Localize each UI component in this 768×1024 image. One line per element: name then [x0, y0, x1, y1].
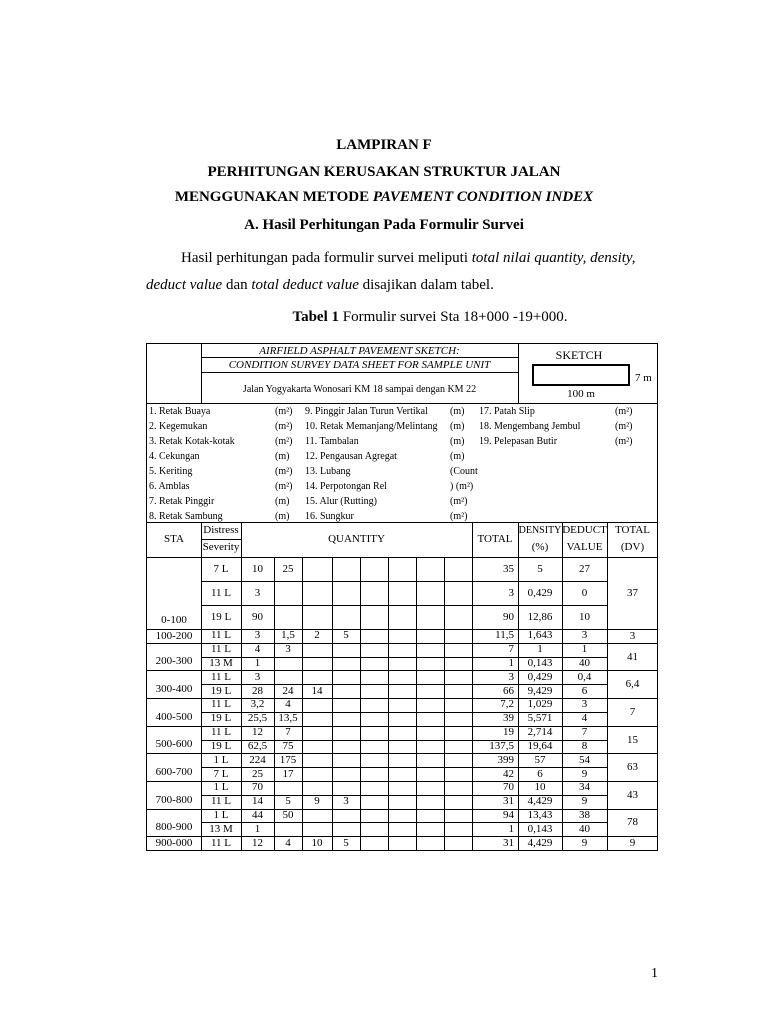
grid-line-h — [201, 539, 241, 540]
quantity-cell: 5 — [343, 837, 349, 849]
quantity-cell: 12 — [252, 837, 263, 849]
distress-item-name: 8. Retak Sambung — [149, 511, 223, 522]
distress-item-unit: (m²) — [275, 436, 293, 447]
total-cell: 7,2 — [500, 698, 514, 710]
distress-item-name: 13. Lubang — [305, 466, 351, 477]
severity-cell: 1 L — [213, 781, 229, 793]
severity-cell: 7 L — [213, 768, 229, 780]
intro-paragraph — [146, 245, 666, 299]
caption-text: Formulir survei Sta 18+000 -19+000. — [338, 309, 568, 325]
total-cell: 137,5 — [489, 740, 514, 752]
sta-cell: 100-200 — [155, 630, 193, 642]
distress-item-unit: (m²) — [615, 406, 633, 417]
para-text-3: disajikan dalam tabel. — [358, 277, 494, 293]
quantity-cell: 13,5 — [278, 712, 298, 724]
quantity-cell: 2 — [314, 629, 320, 641]
total-dv-cell: 3 — [629, 630, 636, 642]
sta-cell: 800-900 — [155, 821, 193, 833]
total-dv-cell: 15 — [627, 734, 638, 746]
density-cell: 5 — [537, 563, 543, 575]
distress-item-unit: ) (m²) — [450, 481, 474, 492]
quantity-cell: 3 — [254, 587, 261, 599]
deduct-cell: 6 — [581, 685, 588, 697]
header-quantity: QUANTITY — [328, 533, 385, 545]
distress-item-unit: (m²) — [275, 421, 293, 432]
distress-item-unit: (m) — [450, 436, 465, 447]
total-cell: 94 — [503, 809, 514, 821]
para-text-2: dan — [222, 277, 252, 293]
grid-line-h — [201, 605, 607, 606]
quantity-cell: 4 — [285, 698, 291, 710]
total-cell: 35 — [503, 563, 514, 575]
total-cell: 42 — [503, 768, 514, 780]
sketch-length: 100 m — [567, 388, 595, 400]
deduct-cell: 8 — [581, 740, 588, 752]
distress-item-name: 15. Alur (Rutting) — [305, 496, 377, 507]
header-total-dv-unit: (DV) — [620, 541, 645, 553]
quantity-cell: 25,5 — [247, 712, 268, 724]
severity-cell: 11 L — [210, 726, 232, 738]
total-cell: 1 — [508, 657, 514, 669]
header-total-dv: TOTAL — [615, 524, 650, 536]
para-italic-1: total nilai quantity, density, — [471, 250, 636, 266]
quantity-cell: 10 — [311, 837, 323, 849]
total-cell: 39 — [503, 712, 514, 724]
deduct-cell: 7 — [581, 726, 588, 738]
quantity-cell: 12 — [252, 726, 263, 738]
total-cell: 3 — [508, 671, 514, 683]
quantity-cell: 10 — [252, 563, 263, 575]
grid-line-h — [147, 557, 658, 558]
severity-cell: 13 M — [209, 823, 233, 835]
total-cell: 3 — [508, 587, 514, 599]
distress-item-unit: (m) — [450, 451, 465, 462]
deduct-cell: 9 — [581, 837, 588, 849]
density-cell: 0,143 — [527, 823, 553, 835]
quantity-cell: 50 — [282, 809, 294, 821]
total-dv-cell: 6,4 — [625, 678, 640, 690]
total-cell: 19 — [503, 726, 514, 738]
deduct-cell: 9 — [581, 795, 588, 807]
header-deduct: DEDUCT — [562, 524, 607, 536]
quantity-cell: 24 — [282, 685, 294, 697]
quantity-cell: 25 — [252, 768, 263, 780]
severity-cell: 11 L — [210, 698, 232, 710]
total-dv-cell: 78 — [627, 816, 638, 828]
sta-cell: 700-800 — [155, 794, 193, 806]
distress-item-unit: (m²) — [615, 421, 633, 432]
distress-item-name: 1. Retak Buaya — [149, 406, 211, 417]
quantity-cell: 3 — [285, 643, 291, 655]
deduct-cell: 0 — [581, 587, 588, 599]
density-cell: 9,429 — [527, 685, 553, 697]
distress-item-unit: (m²) — [275, 406, 293, 417]
total-dv-cell: 37 — [627, 587, 638, 599]
severity-cell: 19 L — [210, 712, 232, 724]
deduct-cell: 3 — [581, 698, 588, 710]
grid-line-v — [444, 557, 445, 850]
density-cell: 4,429 — [527, 837, 553, 849]
quantity-cell: 28 — [252, 685, 263, 697]
density-cell: 2,714 — [527, 726, 553, 738]
density-cell: 4,429 — [527, 795, 553, 807]
survey-data-table — [146, 343, 658, 851]
title-method-italic: PAVEMENT CONDITION INDEX — [372, 189, 594, 205]
quantity-cell: 1 — [254, 657, 261, 669]
quantity-cell: 44 — [252, 809, 263, 821]
density-cell: 1 — [537, 643, 543, 655]
para-italic-3: total deduct value — [251, 277, 359, 293]
severity-cell: 19 L — [210, 740, 232, 752]
density-cell: 0,143 — [527, 657, 553, 669]
distress-item-unit: (Count — [450, 466, 478, 477]
para-text-1: Hasil perhitungan pada formulir survei meliputi — [181, 250, 472, 266]
quantity-cell: 4 — [254, 643, 261, 655]
deduct-cell: 4 — [581, 712, 588, 724]
distress-item-name: 10. Retak Memanjang/Melintang — [305, 421, 438, 432]
density-cell: 6 — [537, 768, 543, 780]
density-cell: 1,643 — [527, 629, 553, 641]
sta-cell: 400-500 — [155, 711, 193, 723]
distress-item-unit: (m) — [275, 496, 290, 507]
distress-item-unit: (m) — [275, 451, 290, 462]
distress-item-name: 18. Mengembang Jembul — [479, 421, 581, 432]
total-cell: 70 — [503, 781, 514, 793]
distress-item-name: 7. Retak Pinggir — [149, 496, 215, 507]
deduct-cell: 54 — [579, 754, 590, 766]
quantity-cell: 70 — [252, 781, 263, 793]
sta-cell: 0-100 — [161, 614, 187, 626]
document-title-line1: PERHITUNGAN KERUSAKAN STRUKTUR JALAN — [207, 164, 561, 180]
document-title-line2 — [0, 189, 768, 206]
severity-cell: 13 M — [209, 657, 233, 669]
total-cell: 90 — [503, 611, 514, 623]
deduct-cell: 9 — [581, 768, 588, 780]
header-severity: Severity — [202, 541, 240, 553]
total-cell: 399 — [497, 754, 514, 766]
distress-item-name: 14. Perpotongan Rel — [305, 481, 387, 492]
page-number: 1 — [651, 966, 658, 981]
total-cell: 7 — [508, 643, 514, 655]
distress-item-unit: (m²) — [450, 496, 468, 507]
quantity-cell: 5 — [285, 795, 291, 807]
sta-cell: 300-400 — [155, 683, 193, 695]
quantity-cell: 224 — [249, 754, 266, 766]
quantity-cell: 175 — [279, 754, 297, 766]
quantity-cell: 3,2 — [250, 698, 265, 710]
para-italic-2: deduct value — [146, 277, 223, 293]
distress-item-name: 3. Retak Kotak-kotak — [149, 436, 235, 447]
grid-line-v — [607, 557, 608, 850]
distress-item-name: 2. Kegemukan — [149, 421, 208, 432]
quantity-cell: 3 — [343, 795, 349, 807]
distress-item-name: 11. Tambalan — [305, 436, 359, 447]
distress-item-unit: (m²) — [275, 481, 293, 492]
severity-cell: 11 L — [210, 671, 232, 683]
total-dv-cell: 63 — [627, 761, 638, 773]
header-total: TOTAL — [477, 533, 513, 545]
header-density-unit: (%) — [531, 541, 549, 553]
total-dv-cell: 7 — [629, 706, 636, 718]
sketch-width: 7 m — [635, 372, 652, 384]
density-cell: 0,429 — [527, 587, 553, 599]
header-density: DENSITY — [518, 525, 562, 536]
quantity-cell: 7 — [285, 726, 291, 738]
quantity-cell: 62,5 — [247, 740, 268, 752]
quantity-cell: 4 — [285, 837, 291, 849]
total-dv-cell: 43 — [627, 789, 638, 801]
deduct-cell: 3 — [581, 629, 588, 641]
deduct-cell: 27 — [579, 563, 590, 575]
sketch-label: SKETCH — [555, 348, 603, 362]
deduct-cell: 40 — [579, 823, 590, 835]
severity-cell: 1 L — [213, 809, 229, 821]
distress-item-name: 9. Pinggir Jalan Turun Vertikal — [305, 406, 428, 417]
distress-item-name: 5. Keriting — [149, 466, 193, 477]
appendix-title: LAMPIRAN F — [336, 137, 432, 153]
distress-item-unit: (m) — [275, 511, 290, 522]
severity-cell: 11 L — [210, 629, 232, 641]
quantity-cell: 1,5 — [281, 629, 295, 641]
grid-line-h — [201, 581, 607, 582]
grid-line-v — [416, 557, 417, 850]
total-dv-cell: 41 — [627, 651, 638, 663]
quantity-cell: 17 — [282, 768, 294, 780]
header-sta: STA — [164, 533, 184, 545]
deduct-cell: 10 — [579, 611, 590, 623]
header-deduct-value: VALUE — [566, 541, 603, 553]
distress-item-name: 6. Amblas — [149, 481, 190, 492]
density-cell: 0,429 — [527, 671, 553, 683]
density-cell: 10 — [534, 781, 546, 793]
form-title-2: CONDITION SURVEY DATA SHEET FOR SAMPLE UNIT — [228, 359, 491, 371]
density-cell: 13,43 — [527, 809, 553, 821]
grid-line-h — [147, 522, 658, 523]
form-location: Jalan Yogyakarta Wonosari KM 18 sampai dengan KM 22 — [242, 384, 477, 395]
severity-cell: 7 L — [213, 563, 229, 575]
sta-cell: 200-300 — [155, 655, 193, 667]
total-cell: 1 — [508, 823, 514, 835]
density-cell: 19,64 — [527, 740, 553, 752]
header-distress: Distress — [203, 524, 239, 536]
total-cell: 11,5 — [495, 629, 514, 641]
quantity-cell: 5 — [343, 629, 349, 641]
severity-cell: 19 L — [210, 611, 232, 623]
grid-line-v — [360, 557, 361, 850]
quantity-cell: 14 — [311, 685, 323, 697]
sta-cell: 500-600 — [155, 738, 193, 750]
distress-item-name: 4. Cekungan — [149, 451, 200, 462]
quantity-cell: 90 — [252, 611, 263, 623]
deduct-cell: 34 — [579, 781, 590, 793]
deduct-cell: 0,4 — [577, 671, 592, 683]
total-cell: 31 — [503, 837, 514, 849]
quantity-cell: 14 — [252, 795, 263, 807]
distress-item-name: 16. Sungkur — [305, 511, 354, 522]
section-heading: A. Hasil Perhitungan Pada Formulir Survei — [244, 217, 524, 233]
severity-cell: 19 L — [210, 685, 232, 697]
title-method-text: MENGGUNAKAN METODE — [174, 189, 373, 205]
density-cell: 1,029 — [527, 698, 553, 710]
quantity-cell: 1 — [254, 823, 261, 835]
grid-line-v — [388, 557, 389, 850]
distress-item-name: 19. Pelepasan Butir — [479, 436, 558, 447]
caption-label: Tabel 1 — [292, 309, 339, 325]
distress-item-unit: (m²) — [615, 436, 633, 447]
severity-cell: 11 L — [210, 837, 232, 849]
density-cell: 57 — [534, 754, 546, 766]
sketch-rectangle — [532, 364, 630, 386]
deduct-cell: 40 — [579, 657, 590, 669]
density-cell: 5,571 — [527, 712, 553, 724]
deduct-cell: 1 — [581, 643, 588, 655]
severity-cell: 11 L — [210, 643, 232, 655]
distress-item-unit: (m²) — [450, 511, 468, 522]
quantity-cell: 25 — [282, 563, 294, 575]
distress-item-name: 17. Patah Slip — [479, 406, 535, 417]
distress-item-unit: (m) — [450, 406, 465, 417]
distress-item-unit: (m) — [450, 421, 465, 432]
sta-cell: 600-700 — [155, 766, 193, 778]
total-cell: 66 — [503, 685, 514, 697]
density-cell: 12,86 — [527, 611, 553, 623]
total-cell: 31 — [503, 795, 514, 807]
quantity-cell: 3 — [254, 629, 261, 641]
severity-cell: 11 L — [210, 795, 232, 807]
table-caption — [0, 309, 768, 326]
total-dv-cell: 9 — [629, 837, 636, 849]
quantity-cell: 75 — [282, 740, 294, 752]
sta-cell: 900-000 — [155, 837, 193, 849]
severity-cell: 11 L — [210, 587, 232, 599]
distress-item-unit: (m²) — [275, 466, 293, 477]
quantity-cell: 3 — [254, 671, 261, 683]
form-title-1: AIRFIELD ASPHALT PAVEMENT SKETCH: — [259, 345, 460, 357]
quantity-cell: 9 — [314, 795, 320, 807]
distress-item-name: 12. Pengausan Agregat — [305, 451, 397, 462]
deduct-cell: 38 — [579, 809, 590, 821]
severity-cell: 1 L — [213, 754, 229, 766]
